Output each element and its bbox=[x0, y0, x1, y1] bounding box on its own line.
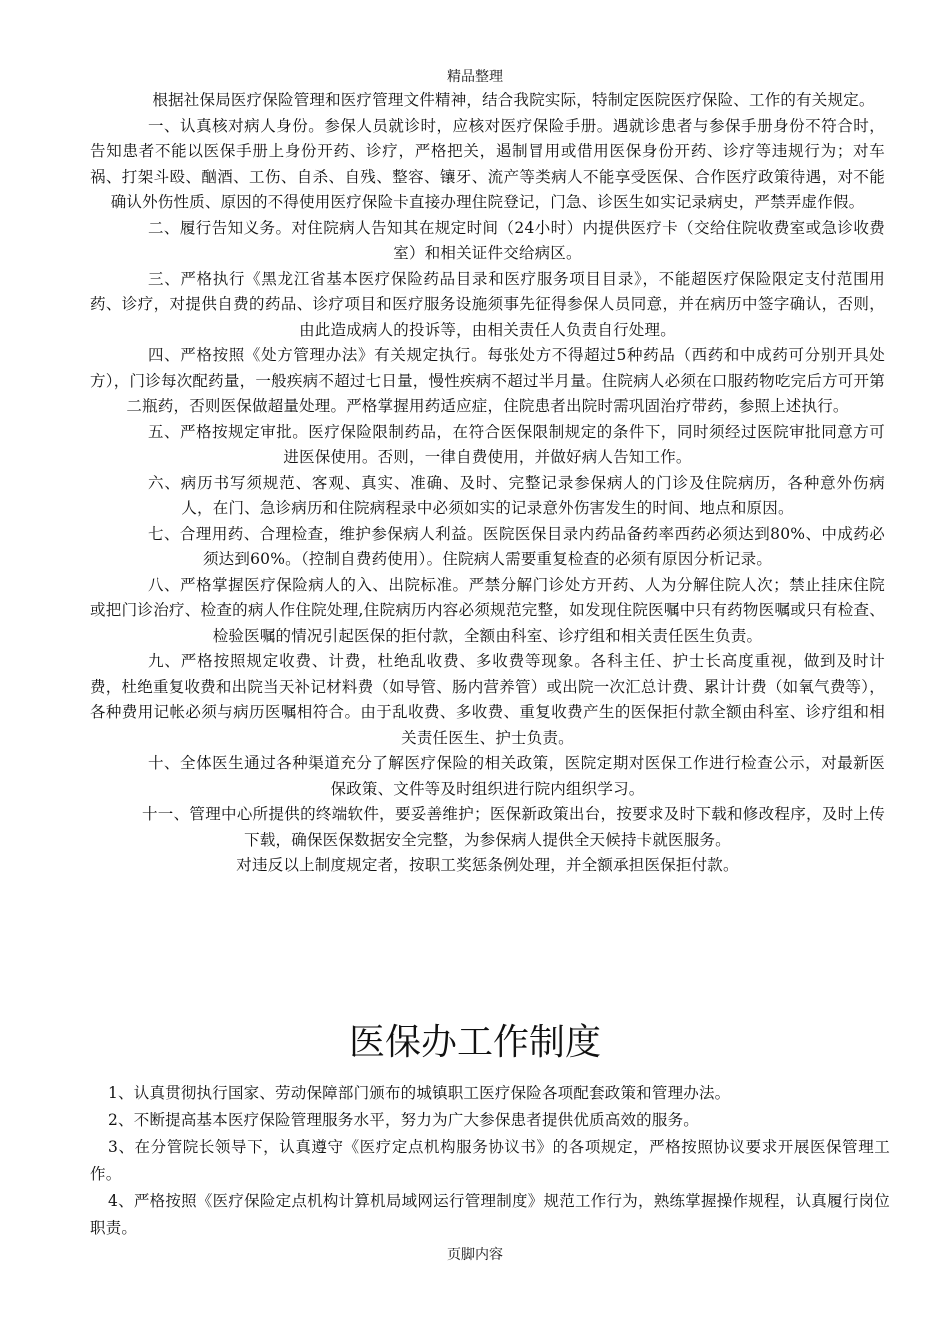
article-4: 四、严格按照《处方管理办法》有关规定执行。每张处方不得超过5种药品（西药和中成药可分别开具处方），门诊每次配药量，一般疾病不超过七日量，慢性疾病不超过半月量。住院病人必须在口服药物吃完后方可开第二瓶药，否则医保做超量处理。严格掌握用药适应症，住院患者出院时需巩固治疗带药，参照上述执行。 bbox=[90, 346, 885, 415]
article-7: 七、合理用药、合理检查，维护参保病人利益。医院医保目录内药品备药率西药必须达到80%、中成药必须达到60%。（控制自费药使用）。住院病人需要重复检查的必须有原因分析记录。 bbox=[148, 524, 885, 568]
section-title: 医保办工作制度 bbox=[348, 1022, 601, 1063]
regulation-body bbox=[90, 88, 885, 879]
rule-1: 1、认真贯彻执行国家、劳动保障部门颁布的城镇职工医疗保险各项配套政策和管理办法。 bbox=[108, 1084, 731, 1102]
rule-4: 4、严格按照《医疗保险定点机构计算机局域网运行管理制度》规范工作行为，熟练掌握操作规程，认真履行岗位职责。 bbox=[90, 1192, 890, 1237]
article-3: 三、严格执行《黑龙江省基本医疗保险药品目录和医疗服务项目目录》，不能超医疗保险限定支付范围用药、诊疗，对提供自费的药品、诊疗项目和医疗服务设施须事先征得参保人员同意，并在病历中签字确认，否则，由此造成病人的投诉等，由相关责任人负责自行处理。 bbox=[90, 269, 885, 339]
office-rules bbox=[90, 1080, 890, 1242]
closing-statement: 对违反以上制度规定者，按职工奖惩条例处理，并全额承担医保拒付款。 bbox=[236, 856, 739, 874]
rule-2: 2、不断提高基本医疗保险管理服务水平，努力为广大参保患者提供优质高效的服务。 bbox=[108, 1111, 699, 1129]
article-5: 五、严格按规定审批。医疗保险限制药品，在符合医保限制规定的条件下，同时须经过医院审批同意方可进医保使用。否则，一律自费使用，并做好病人告知工作。 bbox=[148, 422, 885, 466]
article-2: 二、履行告知义务。对住院病人告知其在规定时间（24小时）内提供医疗卡（交给住院收费室或急诊收费室）和相关证件交给病区。 bbox=[148, 218, 885, 262]
page-footer: 页脚内容 bbox=[447, 1247, 503, 1263]
article-11: 十一、管理中心所提供的终端软件，要妥善维护；医保新政策出台，按要求及时下载和修改程序，及时上传下载，确保医保数据安全完整，为参保病人提供全天候持卡就医服务。 bbox=[142, 805, 885, 849]
article-6: 六、病历书写须规范、客观、真实、准确、及时、完整记录参保病人的门诊及住院病历，各种意外伤病人，在门、急诊病历和住院病程录中必须如实的记录意外伤害发生的时间、地点和原因。 bbox=[148, 473, 885, 517]
article-9: 九、严格按照规定收费、计费，杜绝乱收费、多收费等现象。各科主任、护士长高度重视，做到及时计费，杜绝重复收费和出院当天补记材料费（如导管、肠内营养管）或出院一次汇总计费、累计计费（如氧气费等），各种费用记帐必须与病历医嘱相符合。由于乱收费、多收费、重复收费产生的医保拒付款全额由科室、诊疗组和相关责任医生、护士负责。 bbox=[90, 652, 885, 747]
article-8: 八、严格掌握医疗保险病人的入、出院标准。严禁分解门诊处方开药、人为分解住院人次；禁止挂床住院或把门诊治疗、检查的病人作住院处理,住院病历内容必须规范完整，如发现住院医嘱中只有药物医嘱或只有检查、检验医嘱的情况引起医保的拒付款，全额由科室、诊疗组和相关责任医生负责。 bbox=[90, 575, 885, 645]
rule-3: 3、在分管院长领导下，认真遵守《医疗定点机构服务协议书》的各项规定，严格按照协议要求开展医保管理工作。 bbox=[90, 1138, 890, 1183]
article-1: 一、认真核对病人身份。参保人员就诊时，应核对医疗保险手册。遇就诊患者与参保手册身份不符合时，告知患者不能以医保手册上身份开药、诊疗，严格把关，遏制冒用或借用医保身份开药、诊疗等违规行为；对车祸、打架斗殴、酗酒、工伤、自杀、自残、整容、镶牙、流产等类病人不能享受医保、合作医疗政策待遇，对不能确认外伤性质、原因的不得使用医疗保险卡直接办理住院登记，门急、诊医生如实记录病史，严禁弄虚作假。 bbox=[90, 116, 885, 211]
article-10: 十、全体医生通过各种渠道充分了解医疗保险的相关政策，医院定期对医保工作进行检查公示，对最新医保政策、文件等及时组织进行院内组织学习。 bbox=[148, 754, 885, 798]
intro-paragraph: 根据社保局医疗保险管理和医疗管理文件精神，结合我院实际，特制定医院医疗保险、工作的有关规定。 bbox=[152, 91, 875, 109]
page-header: 精品整理 bbox=[447, 69, 503, 85]
